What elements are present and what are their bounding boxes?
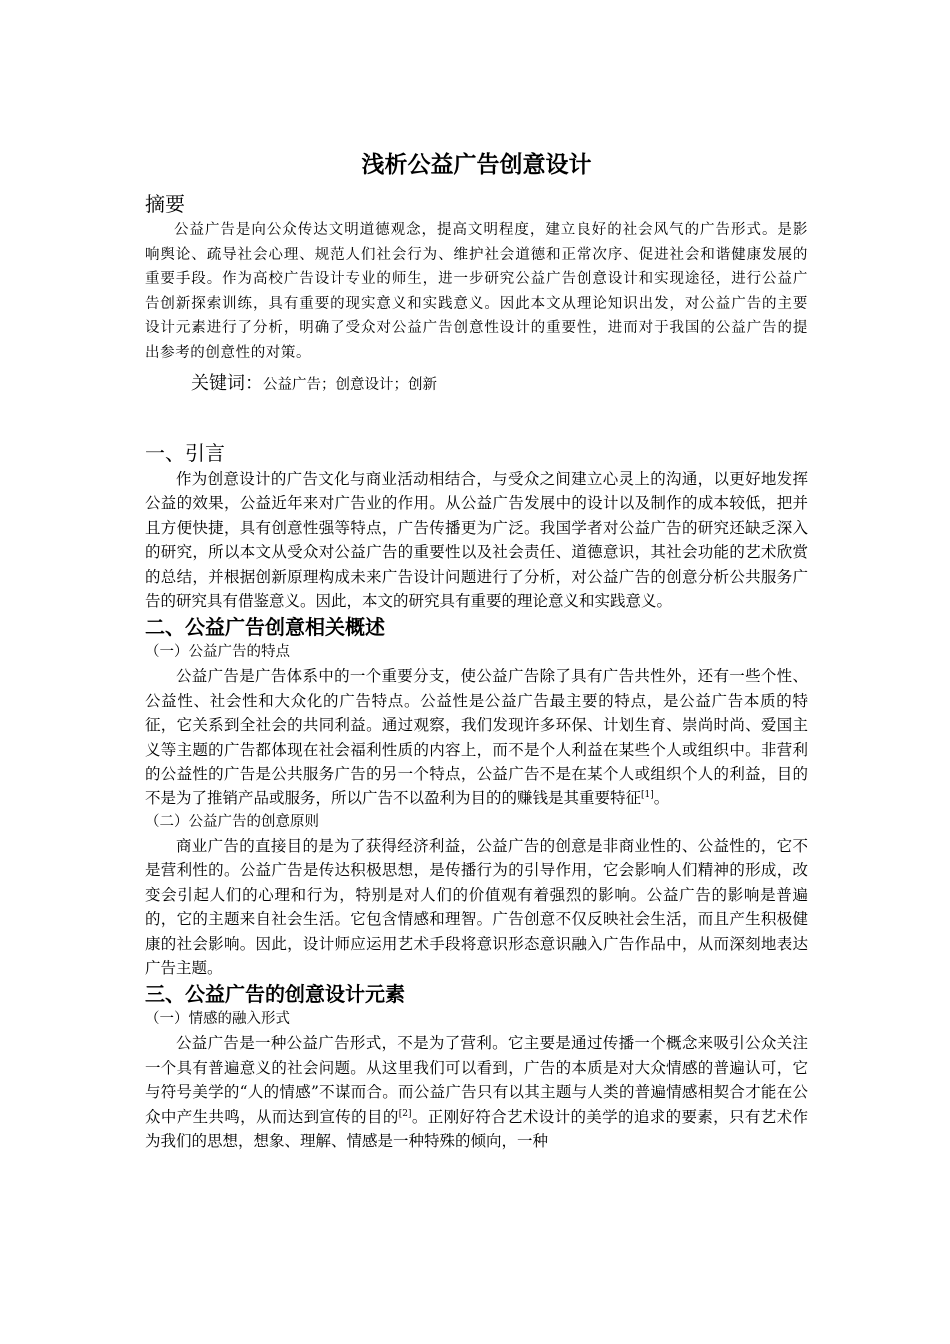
- paragraph-end: 。正刚好符合艺术设计的美学的追求的要素，只有艺术作为我们的思想，想象、理解、情感是一种特殊的倾向，一种: [145, 1107, 808, 1150]
- section-3-sub-1-heading: （一）情感的融入形式: [145, 1011, 290, 1028]
- section-2-sub-2-heading: （二）公益广告的创意原则: [145, 813, 319, 830]
- document-content: [145, 148, 808, 1153]
- paragraph-end: 。: [653, 789, 670, 808]
- section-2-sub-1-heading: （一）公益广告的特点: [145, 644, 290, 661]
- paragraph-text: 公益广告是一种公益广告形式，不是为了营利。它主要是通过传播一个概念来吸引公众关注一个具有普遍意义的社会问题。从这里我们可以看到，广告的本质是对大众情感的普遍认可，它与符号美学的“人的情感”不谋而合。而公益广告只有以其主题与人类的普遍情感相契合才能在公众中产生共鸣，从而达到宣传的目的: [145, 1034, 808, 1126]
- citation-2: [2]: [398, 1108, 412, 1119]
- citation-1: [1]: [641, 790, 654, 801]
- section-1-paragraph: 作为创意设计的广告文化与商业活动相结合，与受众之间建立心灵上的沟通，以更好地发挥公益的效果，公益近年来对广告业的作用。从公益广告发展中的设计以及制作的成本较低，把并且方便快捷，具有创意性强等特点，广告传播更为广泛。我国学者对公益广告的研究还缺乏深入的研究，所以本文从受众对公益广告的重要性以及社会责任、道德意识，其社会功能的艺术欣赏的总结，并根据创新原理构成未来广告设计问题进行了分析，对公益广告的创意分析公共服务广告的研究具有借鉴意义。因此，本文的研究具有重要的理论意义和实践意义。: [145, 470, 808, 611]
- section-1-heading: 一、引言: [145, 441, 225, 465]
- keywords-text: 公益广告；创意设计；创新: [263, 377, 437, 393]
- section-2-heading: 二、公益广告创意相关概述: [145, 615, 385, 640]
- paragraph-text: 公益广告是广告体系中的一个重要分支，使公益广告除了具有广告共性外，还有一些个性、公益性、社会性和大众化的广告特点。公益性是公益广告最主要的特点，是公益广告本质的特征，它关系到全社会的共同利益。通过观察，我们发现许多环保、计划生育、崇尚时尚、爱国主义等主题的广告都体现在社会福利性质的内容上，而不是个人利益在某些个人或组织中。非营利的公益性的广告是公共服务广告的另一个特点，公益广告不是在某个人或组织个人的利益，目的不是为了推销产品或服务，所以广告不以盈利为目的的赚钱是其重要特征: [145, 667, 808, 808]
- keywords-label: 关键词：: [191, 373, 263, 394]
- section-2-sub-1-paragraph: [145, 664, 808, 810]
- section-3-heading: 三、公益广告的创意设计元素: [145, 982, 405, 1007]
- document-title: 浅析公益广告创意设计: [361, 152, 592, 178]
- abstract-heading: 摘要: [145, 192, 185, 216]
- section-2-sub-2-paragraph: 商业广告的直接目的是为了获得经济利益，公益广告的创意是非商业性的、公益性的，它不是营利性的。公益广告是传达积极思想，是传播行为的引导作用，它会影响人们精神的形成，改变会引起人们的心理和行为，特别是对人们的价值观有着强烈的影响。公益广告的影响是普遍的，它的主题来自社会生活。它包含情感和理智。广告创意不仅反映社会生活，而且产生积极健康的社会影响。因此，设计师应运用艺术手段将意识形态意识融入广告作品中，从而深刻地表达广告主题。: [145, 836, 808, 977]
- keywords-line: [145, 369, 808, 400]
- abstract-text: 公益广告是向公众传达文明道德观念，提高文明程度，建立良好的社会风气的广告形式。是影响舆论、疏导社会心理、规范人们社会行为、维护社会道德和正常次序、促进社会和谐健康发展的重要手段。作为高校广告设计专业的师生，进一步研究公益广告创意设计和实现途径，进行公益广告创新探索训练，具有重要的现实意义和实践意义。因此本文从理论知识出发，对公益广告的主要设计元素进行了分析，明确了受众对公益广告创意性设计的重要性，进而对于我国的公益广告的提出参考的创意性的对策。: [145, 222, 808, 361]
- section-3-sub-1-paragraph: [145, 1031, 808, 1153]
